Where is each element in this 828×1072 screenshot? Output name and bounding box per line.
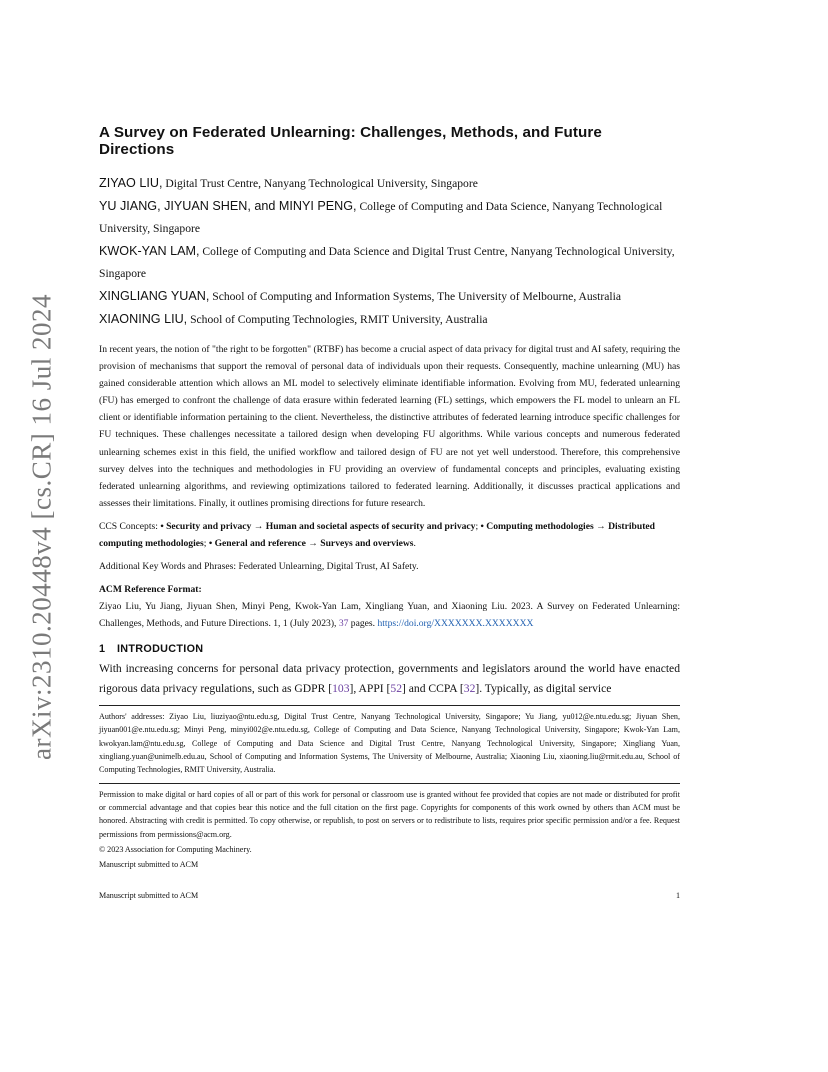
footer-manuscript: Manuscript submitted to ACM [99, 891, 199, 900]
citation-link[interactable]: 103 [332, 682, 350, 696]
author-entry [99, 285, 680, 308]
intro-text: ], APPI [ [349, 682, 391, 696]
arxiv-identifier: arXiv:2310.20448v4 [cs.CR] 16 Jul 2024 [26, 294, 57, 760]
permission-divider [99, 783, 680, 784]
section-heading [99, 643, 680, 655]
doi-link[interactable]: https://doi.org/XXXXXXX.XXXXXXX [377, 618, 534, 630]
paper-page [99, 124, 680, 871]
ccs-concept: • Computing methodologies → Distributed computing methodologies [99, 520, 656, 550]
intro-paragraph [99, 659, 680, 699]
copyright-notice: © 2023 Association for Computing Machinery. [99, 844, 252, 854]
pages-link[interactable]: 37 [338, 618, 349, 630]
ccs-label: CCS Concepts: [99, 520, 161, 532]
ccs-separator: ; [475, 520, 481, 532]
citation-link[interactable]: 52 [390, 682, 403, 696]
citation-link[interactable]: 32 [463, 682, 476, 696]
reference-format-heading: ACM Reference Format: [99, 584, 202, 596]
author-affiliation: College of Computing and Data Science and Digital Trust Centre, Nanyang Technological University, Singapore [99, 245, 675, 280]
author-affiliation: School of Computing Technologies, RMIT University, Australia [187, 313, 488, 326]
permission-notice: Permission to make digital or hard copies of all or part of this work for personal or classroom use is granted without fee provided that copies are not made or distributed for profit or commercial advantage and that copies bear this notice and the full citation on the first page. Copyrights for components of this work owned by others than ACM must be honored. Abstracting with credit is permitted. To copy otherwise, or republish, to post on servers or to redistribute to lists, requires prior specific permission and/or a fee. Request permissions from permissions@acm.org. [99, 789, 680, 839]
author-affiliation: College of Computing and Data Science, Nanyang Technological University, Singapore [99, 200, 663, 235]
author-entry [99, 240, 680, 285]
section-title: INTRODUCTION [117, 643, 204, 656]
ccs-end: . [413, 538, 416, 550]
reference-format [99, 598, 680, 632]
author-affiliation: School of Computing and Information Systems, The University of Melbourne, Australia [209, 290, 621, 303]
manuscript-note: Manuscript submitted to ACM [99, 860, 199, 870]
footnote-divider [99, 705, 680, 706]
authors-addresses-footnote: Authors' addresses: Ziyao Liu, liuziyao@ntu.edu.sg, Digital Trust Centre, Nanyang Technological University, Singapore; Yu Jiang, yu012@e.ntu.edu.sg; Jiyuan Shen, jiyuan001@e.ntu.edu.sg; Minyi Peng, minyi002@e.ntu.edu.sg, College of Computing and Data Science, Nanyang Technological University, Singapore; Kwok-Yan Lam, kwokyan.lam@ntu.edu.sg, College of Computing and Data Science and Digital Trust Centre, Nanyang Technological University, Singapore; Xingliang Yuan, xingliang.yuan@unimelb.edu.au, School of Computing and Information Systems, The University of Melbourne, Australia; Xiaoning Liu, xiaoning.liu@rmit.edu.au, School of Computing Technologies, RMIT University, Australia. [99, 712, 680, 775]
author-entry [99, 172, 680, 195]
section-number: 1 [99, 643, 106, 656]
page-number: 1 [675, 891, 680, 900]
arxiv-sidebar [22, 295, 62, 760]
intro-text: With increasing concerns for personal data privacy protection, governments and legislators around the world have enacted rigorous data privacy regulations, such as GDPR [ [99, 662, 680, 696]
author-entry [99, 308, 680, 331]
intro-text: ] and CCPA [ [402, 682, 464, 696]
author-entry [99, 195, 680, 240]
ccs-separator: ; [203, 538, 209, 550]
keywords: Additional Key Words and Phrases: Federated Unlearning, Digital Trust, AI Safety. [99, 561, 419, 573]
intro-text: ]. Typically, as digital service [475, 682, 612, 696]
reference-text: Ziyao Liu, Yu Jiang, Jiyuan Shen, Minyi Peng, Kwok-Yan Lam, Xingliang Yuan, and Xiaoning Liu. 2023. A Survey on Federated Unlearning: Challenges, Methods, and Future Directions. 1, 1 (July 2023), [99, 601, 680, 630]
author-name: XINGLIANG YUAN, [99, 289, 210, 303]
author-name: XIAONING LIU, [99, 312, 188, 326]
author-name: KWOK-YAN LAM, [99, 244, 200, 258]
ccs-concept: • Security and privacy → Human and societal aspects of security and privacy [160, 520, 476, 532]
author-name: YU JIANG, JIYUAN SHEN, and MINYI PENG, [99, 199, 357, 213]
author-list [99, 172, 680, 331]
pages-suffix: pages. [348, 618, 378, 630]
ccs-concepts [99, 518, 680, 552]
abstract: In recent years, the notion of "the right to be forgotten" (RTBF) has become a crucial aspect of data privacy for digital trust and AI safety, requiring the provision of mechanisms that support the removal of personal data of individuals upon their requests. Consequently, machine unlearning (MU) has gained considerable attention which allows an ML model to selectively eliminate identifiable information. Evolving from MU, federated unlearning (FU) has emerged to confront the challenge of data erasure within federated learning (FL) settings, which empowers the FL model to unlearn an FL client or identifiable information pertaining to the client. Nevertheless, the distinctive attributes of federated learning introduce specific challenges for FU techniques. These challenges necessitate a tailored design when developing FU algorithms. While various concepts and numerous federated unlearning schemes exist in this field, the unified workflow and tailored design of FU are not yet well understood. Therefore, this comprehensive survey delves into the techniques and methodologies in FU providing an overview of fundamental concepts and principles, evaluating existing federated unlearning algorithms, and reviewing optimizations tailored to federated learning. Additionally, it discusses practical applications and assesses their limitations. Finally, it outlines promising directions for future research. [99, 344, 680, 509]
author-name: ZIYAO LIU, [99, 176, 163, 190]
ccs-concept: • General and reference → Surveys and overviews [208, 538, 414, 550]
author-affiliation: Digital Trust Centre, Nanyang Technological University, Singapore [162, 177, 478, 190]
paper-title: A Survey on Federated Unlearning: Challenges, Methods, and Future Directions [99, 124, 602, 158]
page-footer [99, 891, 680, 900]
